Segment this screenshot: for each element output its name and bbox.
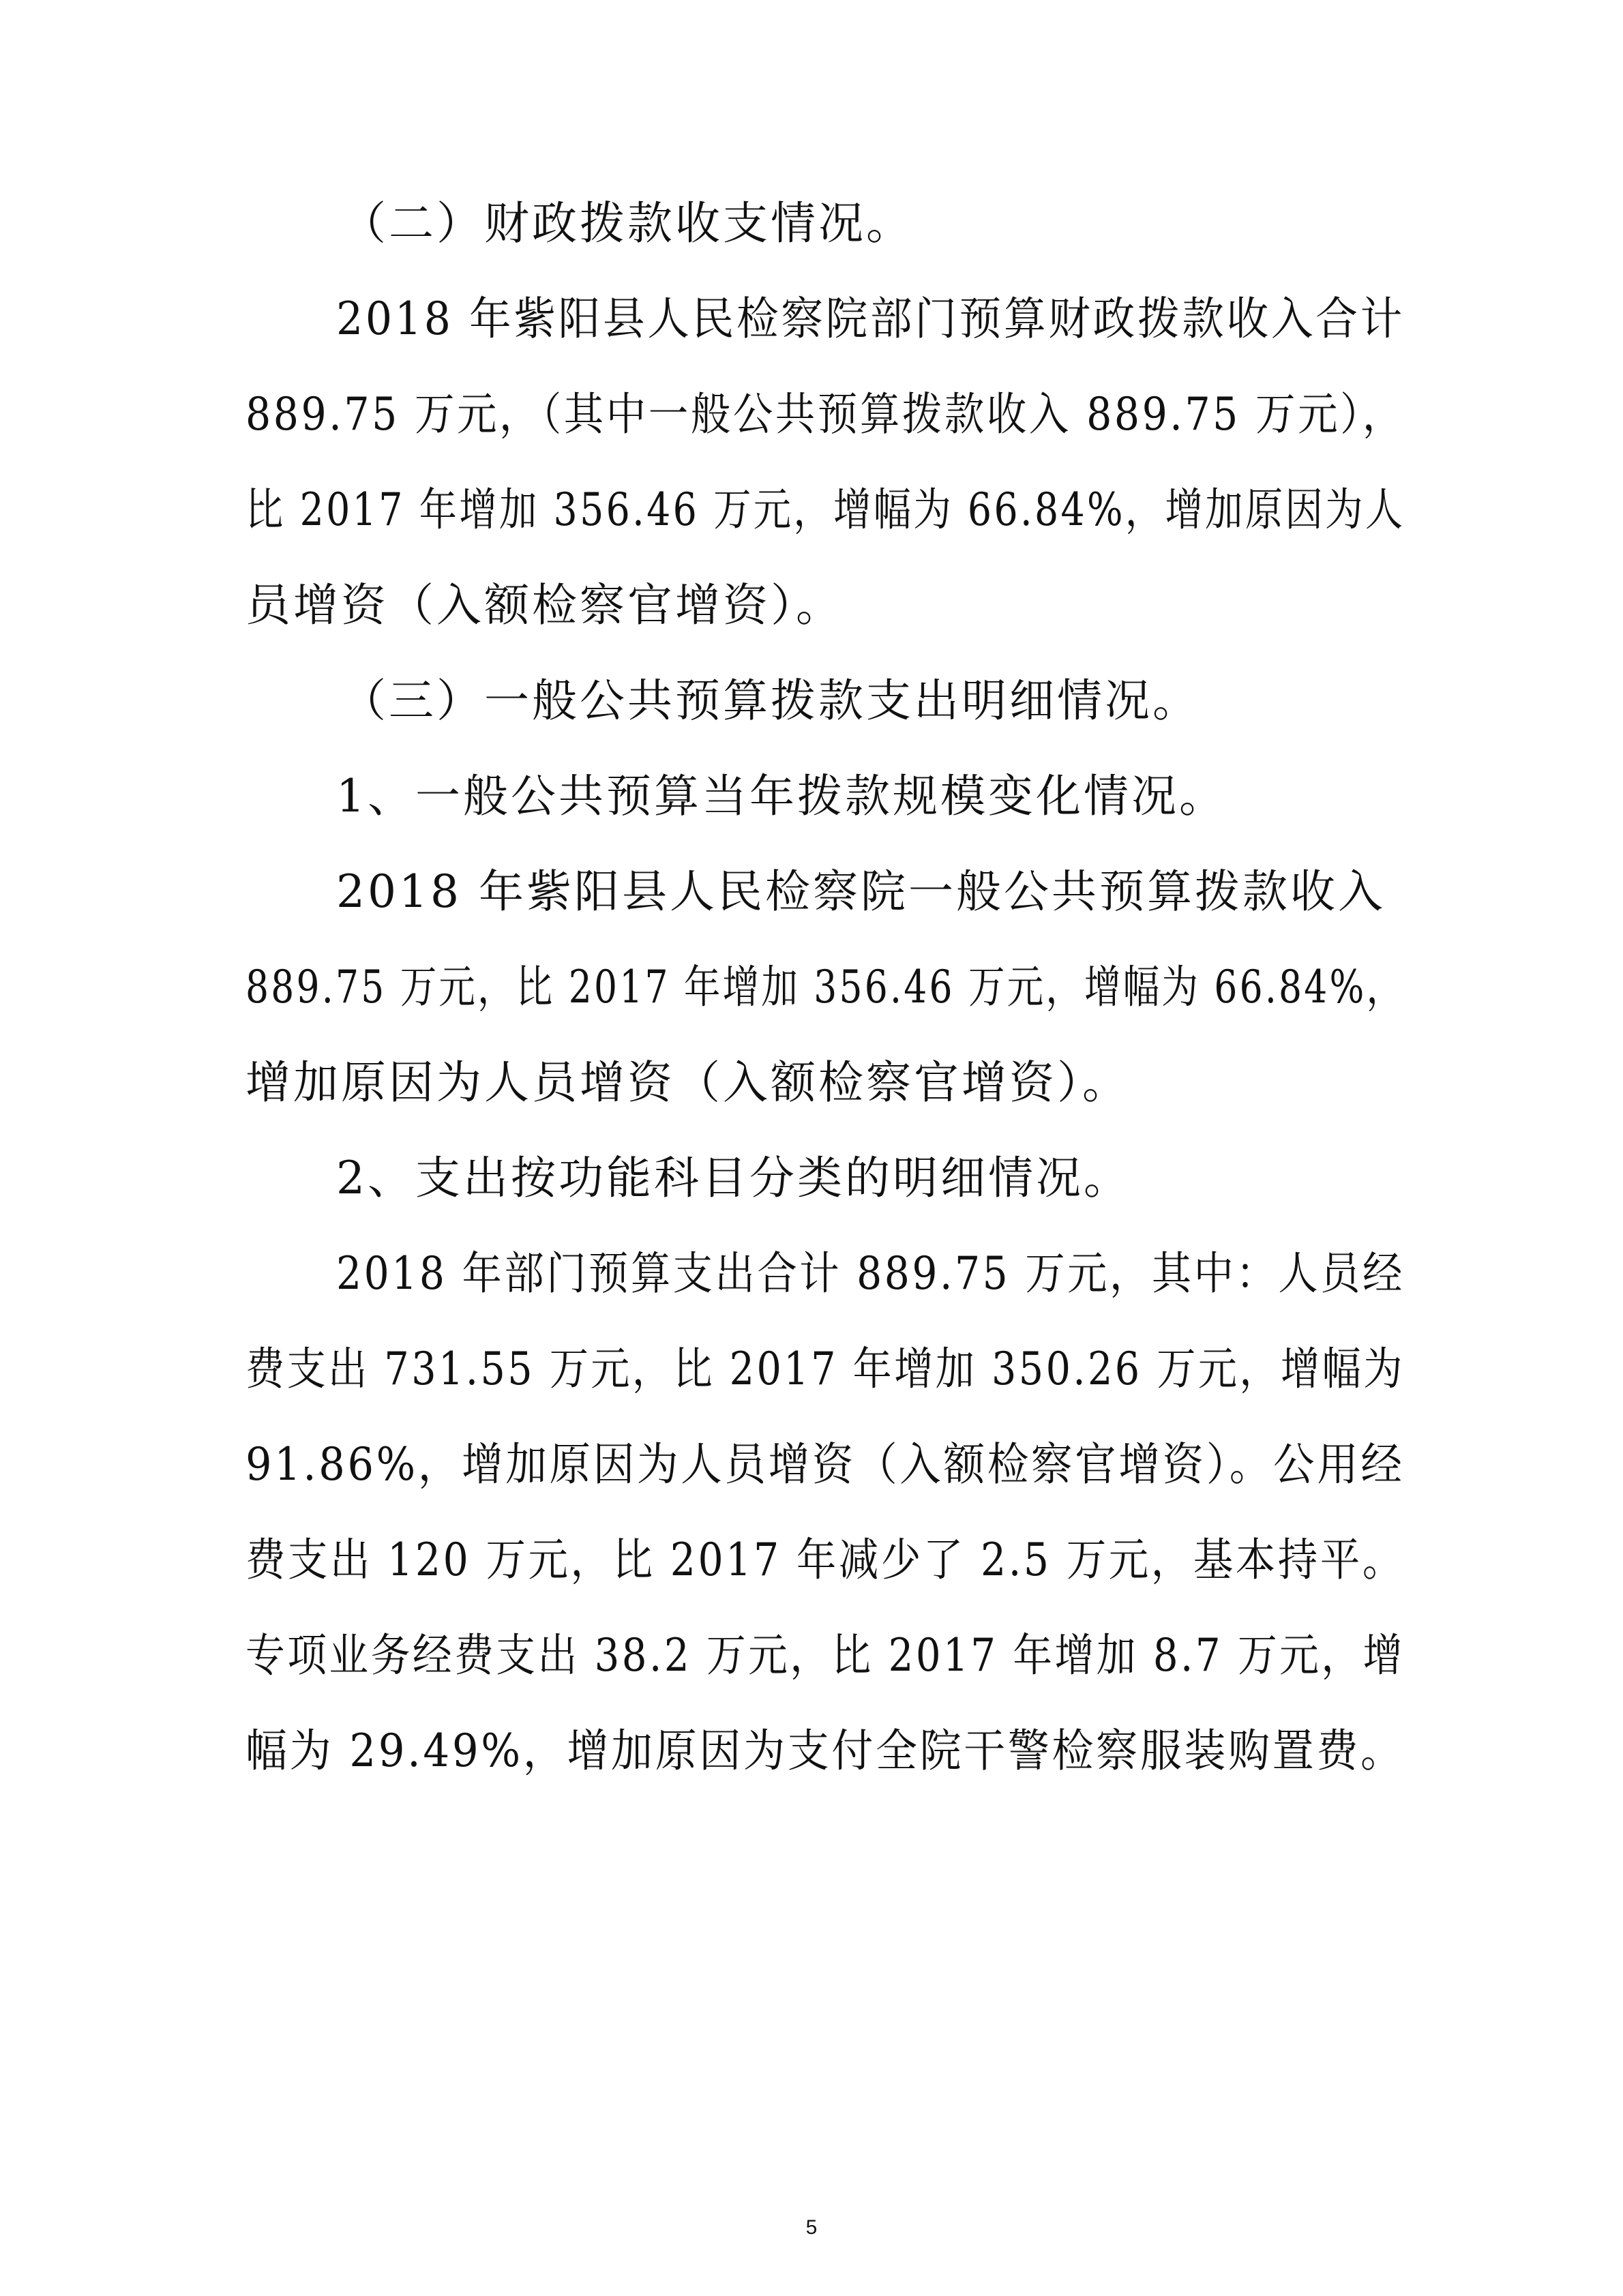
paragraph-line: 2018 年紫阳县人民检察院一般公共预算拨款收入 [336, 865, 1386, 918]
paragraph-line: 比 2017 年增加 356.46 万元，增幅为 66.84%，增加原因为人 [245, 483, 1405, 536]
heading-fiscal-appropriation: （二）财政拨款收支情况。 [341, 197, 914, 250]
paragraph-line: 费支出 120 万元，比 2017 年减少了 2.5 万元，基本持平。 [245, 1534, 1405, 1586]
page-number: 5 [805, 2216, 818, 2239]
subheading-scale-change: 1、一般公共预算当年拨款规模变化情况。 [336, 770, 1227, 822]
paragraph-line: 增加原因为人员增资（入额检察官增资）。 [245, 1056, 1130, 1109]
subheading-function-classification: 2、支出按功能科目分类的明细情况。 [336, 1152, 1131, 1204]
paragraph-line: 专项业务经费支出 38.2 万元，比 2017 年增加 8.7 万元，增 [245, 1629, 1405, 1682]
paragraph-line: 2018 年部门预算支出合计 889.75 万元，其中：人员经 [336, 1247, 1405, 1300]
paragraph-line: 费支出 731.55 万元，比 2017 年增加 350.26 万元，增幅为 [245, 1343, 1405, 1395]
paragraph-line: 2018 年紫阳县人民检察院部门预算财政拨款收入合计 [336, 293, 1405, 345]
paragraph-line: 员增资（入额检察官增资）。 [245, 579, 844, 631]
paragraph-line: 889.75 万元，比 2017 年增加 356.46 万元，增幅为 66.84%， [245, 961, 1405, 1013]
paragraph-line: 91.86%，增加原因为人员增资（入额检察官增资）。公用经 [245, 1438, 1405, 1491]
paragraph-line: 幅为 29.49%，增加原因为支付全院干警检察服装购置费。 [245, 1725, 1405, 1777]
heading-general-budget-detail: （三）一般公共预算拨款支出明细情况。 [341, 674, 1200, 727]
paragraph-line: 889.75 万元，（其中一般公共预算拨款收入 889.75 万元）， [245, 388, 1405, 441]
